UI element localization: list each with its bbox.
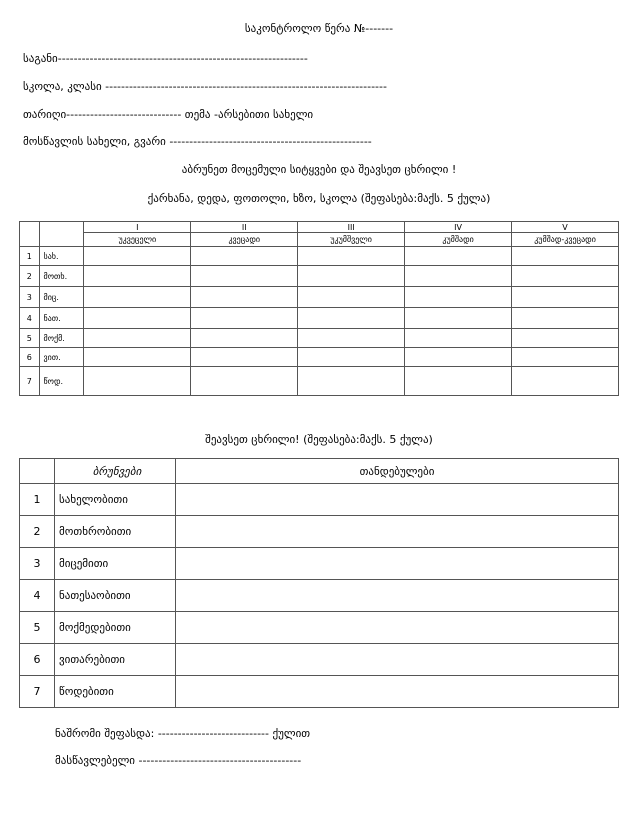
answer-cell[interactable] xyxy=(191,247,298,266)
row-number: 2 xyxy=(20,266,40,287)
answer-cell[interactable] xyxy=(405,266,512,287)
row-number: 1 xyxy=(20,247,40,266)
table-row xyxy=(20,329,619,348)
column-label: უკუმშველი xyxy=(298,233,405,247)
answer-cell[interactable] xyxy=(191,287,298,308)
school-class-field: სკოლა, კლასი ----------------------------------------------------------------------- xyxy=(23,80,387,93)
answer-cell[interactable] xyxy=(405,247,512,266)
case-abbrev: მიც. xyxy=(39,287,84,308)
answer-cell[interactable] xyxy=(405,329,512,348)
answer-cell[interactable] xyxy=(512,247,619,266)
row-number: 7 xyxy=(20,676,55,708)
row-number: 7 xyxy=(20,367,40,396)
task2-instruction: შეავსეთ ცხრილი! (შეფასება:მაქს. 5 ქულა) xyxy=(205,433,433,446)
table-row xyxy=(20,548,619,580)
row-number: 3 xyxy=(20,548,55,580)
header-blank xyxy=(20,222,40,247)
table-row xyxy=(20,676,619,708)
answer-cell[interactable] xyxy=(298,308,405,329)
table-row xyxy=(20,266,619,287)
column-label: უკვეცელი xyxy=(84,233,191,247)
row-number: 2 xyxy=(20,516,55,548)
answer-cell[interactable] xyxy=(191,367,298,396)
case-name: სახელობითი xyxy=(55,484,176,516)
case-name: წოდებითი xyxy=(55,676,176,708)
declension-header-labels xyxy=(20,233,619,247)
answer-cell[interactable] xyxy=(191,308,298,329)
declension-header-roman xyxy=(20,222,619,233)
answer-cell[interactable] xyxy=(84,287,191,308)
answer-cell[interactable] xyxy=(176,484,619,516)
case-abbrev: წოდ. xyxy=(39,367,84,396)
answer-cell[interactable] xyxy=(84,308,191,329)
declension-table xyxy=(19,221,619,396)
table-row xyxy=(20,367,619,396)
table-row xyxy=(20,348,619,367)
cases-table xyxy=(19,458,619,708)
subject-field: საგანი--------------------------------------------------------------- xyxy=(23,52,308,65)
column-roman: I xyxy=(84,222,191,233)
table-row xyxy=(20,516,619,548)
case-abbrev: მოქმ. xyxy=(39,329,84,348)
answer-cell[interactable] xyxy=(512,329,619,348)
row-number: 5 xyxy=(20,612,55,644)
answer-cell[interactable] xyxy=(298,247,405,266)
student-name-field: მოსწავლის სახელი, გვარი --------------------------------------------------- xyxy=(23,135,372,148)
row-number: 5 xyxy=(20,329,40,348)
table-row xyxy=(20,484,619,516)
answer-cell[interactable] xyxy=(512,348,619,367)
answer-cell[interactable] xyxy=(512,308,619,329)
cases-header xyxy=(20,459,619,484)
task1-words: ქარხანა, დედა, ფოთოლი, ხზო, სკოლა (შეფასება:მაქს. 5 ქულა) xyxy=(147,192,491,205)
answer-cell[interactable] xyxy=(176,676,619,708)
answer-cell[interactable] xyxy=(191,329,298,348)
answer-cell[interactable] xyxy=(176,580,619,612)
case-name: მიცემითი xyxy=(55,548,176,580)
answer-cell[interactable] xyxy=(512,367,619,396)
teacher-field: მასწავლებელი ----------------------------------------- xyxy=(55,754,302,767)
column-roman: V xyxy=(512,222,619,233)
table-row xyxy=(20,287,619,308)
answer-cell[interactable] xyxy=(512,287,619,308)
answer-cell[interactable] xyxy=(176,612,619,644)
case-name: მოქმედებითი xyxy=(55,612,176,644)
answer-cell[interactable] xyxy=(176,548,619,580)
case-abbrev: ნათ. xyxy=(39,308,84,329)
answer-cell[interactable] xyxy=(191,266,298,287)
column-label: კუმშადი xyxy=(405,233,512,247)
answer-cell[interactable] xyxy=(405,348,512,367)
table-row xyxy=(20,247,619,266)
row-number: 1 xyxy=(20,484,55,516)
answer-cell[interactable] xyxy=(405,287,512,308)
column-roman: IV xyxy=(405,222,512,233)
answer-cell[interactable] xyxy=(176,516,619,548)
answer-cell[interactable] xyxy=(176,644,619,676)
row-number: 4 xyxy=(20,580,55,612)
answer-cell[interactable] xyxy=(191,348,298,367)
header-blank xyxy=(39,222,84,247)
answer-cell[interactable] xyxy=(298,367,405,396)
answer-cell[interactable] xyxy=(405,367,512,396)
header-blank xyxy=(20,459,55,484)
table-row xyxy=(20,580,619,612)
page-title: საკონტროლო წერა №------- xyxy=(244,22,394,35)
row-number: 4 xyxy=(20,308,40,329)
column-roman: III xyxy=(298,222,405,233)
answer-cell[interactable] xyxy=(298,287,405,308)
graded-field: ნაშრომი შეფასდა: ---------------------------- ქულით xyxy=(55,727,311,740)
date-topic-field: თარიღი----------------------------- თემა -არსებითი სახელი xyxy=(23,108,314,121)
case-name: ვითარებითი xyxy=(55,644,176,676)
answer-cell[interactable] xyxy=(84,266,191,287)
answer-cell[interactable] xyxy=(298,329,405,348)
table-row xyxy=(20,308,619,329)
task1-instruction: აბრუნეთ მოცემული სიტყვები და შეავსეთ ცხრილი ! xyxy=(181,163,457,176)
table-row xyxy=(20,644,619,676)
case-name: ნათესაობითი xyxy=(55,580,176,612)
answer-cell[interactable] xyxy=(84,329,191,348)
row-number: 6 xyxy=(20,644,55,676)
column-label: კუმშად-კვეცადი xyxy=(512,233,619,247)
row-number: 6 xyxy=(20,348,40,367)
answer-cell[interactable] xyxy=(84,247,191,266)
answer-cell[interactable] xyxy=(298,266,405,287)
case-abbrev: ვით. xyxy=(39,348,84,367)
case-abbrev: მოთხ. xyxy=(39,266,84,287)
answer-cell[interactable] xyxy=(405,308,512,329)
case-abbrev: სახ. xyxy=(39,247,84,266)
answer-cell[interactable] xyxy=(298,348,405,367)
answer-cell[interactable] xyxy=(512,266,619,287)
case-name: მოთხრობითი xyxy=(55,516,176,548)
table-row xyxy=(20,612,619,644)
column-cases-header: ბრუნვები xyxy=(55,459,176,484)
answer-cell[interactable] xyxy=(84,367,191,396)
column-roman: II xyxy=(191,222,298,233)
row-number: 3 xyxy=(20,287,40,308)
column-postpositions-header: თანდებულები xyxy=(176,459,619,484)
column-label: კვეცადი xyxy=(191,233,298,247)
answer-cell[interactable] xyxy=(84,348,191,367)
